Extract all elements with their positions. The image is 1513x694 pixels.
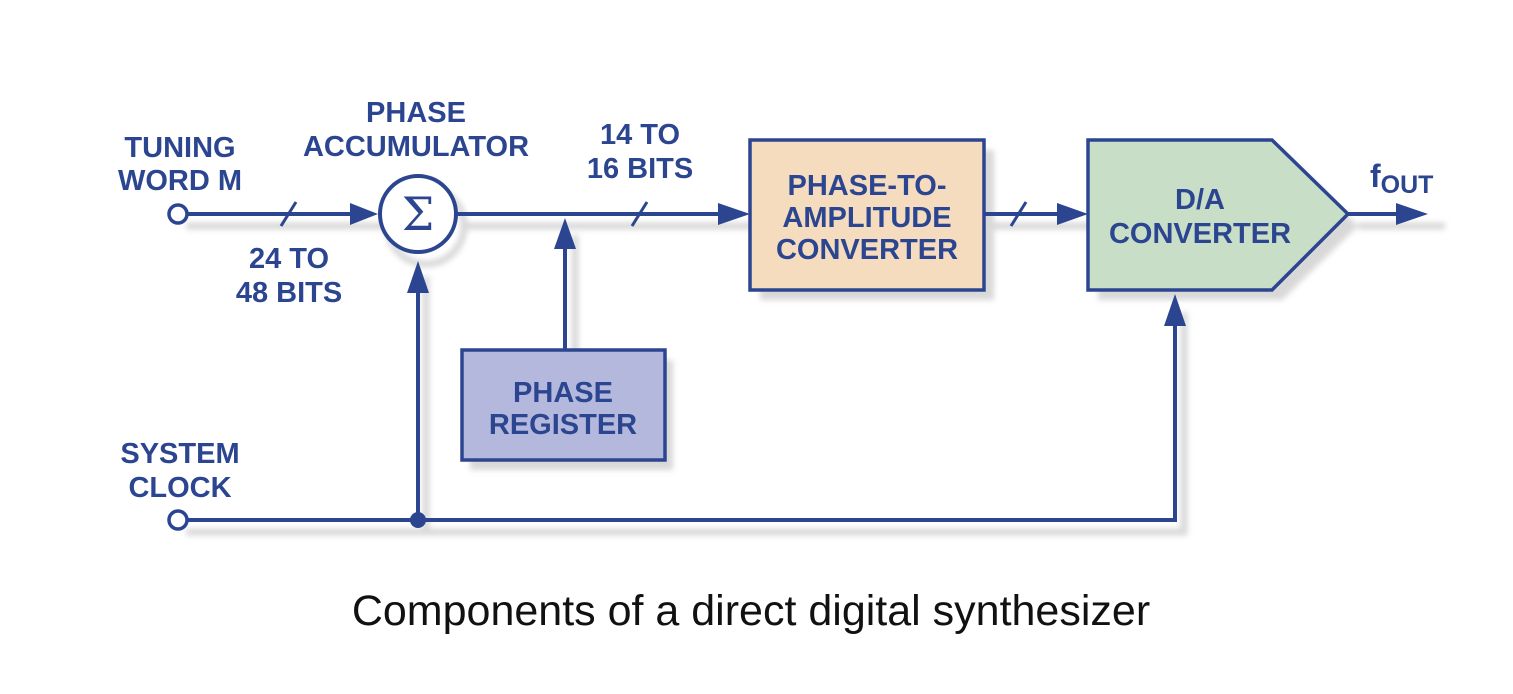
fout-subscript: OUT (1380, 171, 1434, 199)
phase-to-amp-line-3: CONVERTER (775, 234, 959, 266)
phase-bits-label-line-1: 14 TO (599, 119, 681, 151)
phase-to-amp-line-1: PHASE-TO- (787, 170, 947, 202)
tuning-word-label-line-2: WORD M (117, 165, 243, 197)
fout-label (1370, 158, 1433, 199)
phase-register-line-2: REGISTER (488, 409, 638, 441)
system-clock-label-line-1: SYSTEM (120, 438, 240, 470)
arrow-to-accumulator (350, 203, 378, 225)
system-clock-terminal (169, 511, 187, 529)
phase-register-line-1: PHASE (513, 377, 613, 409)
accumulator-bits-label-line-2: 48 BITS (235, 277, 343, 309)
phase-accumulator-label-line-2: ACCUMULATOR (302, 131, 530, 163)
system-clock-label-line-2: CLOCK (128, 472, 232, 504)
da-converter-line-1: D/A (1175, 184, 1225, 216)
phase-to-amp-line-2: AMPLITUDE (782, 202, 952, 234)
phase-bits-label-line-2: 16 BITS (586, 153, 694, 185)
tuning-word-terminal (169, 205, 187, 223)
figure-caption: Components of a direct digital synthesizer (351, 587, 1151, 635)
arrow-to-phase-to-amp (718, 203, 750, 225)
fout-main: f (1370, 158, 1381, 194)
da-converter-line-2: CONVERTER (1108, 218, 1292, 250)
arrow-fout (1396, 203, 1428, 225)
sigma-symbol: Σ (401, 187, 435, 241)
arrow-to-da (1057, 203, 1088, 225)
clock-junction-dot (410, 512, 426, 528)
accumulator-bits-label-line-1: 24 TO (248, 243, 330, 275)
tuning-word-label-line-1: TUNING (124, 132, 236, 164)
system-clock-wire (188, 325, 1175, 520)
phase-accumulator-label-line-1: PHASE (366, 97, 466, 129)
